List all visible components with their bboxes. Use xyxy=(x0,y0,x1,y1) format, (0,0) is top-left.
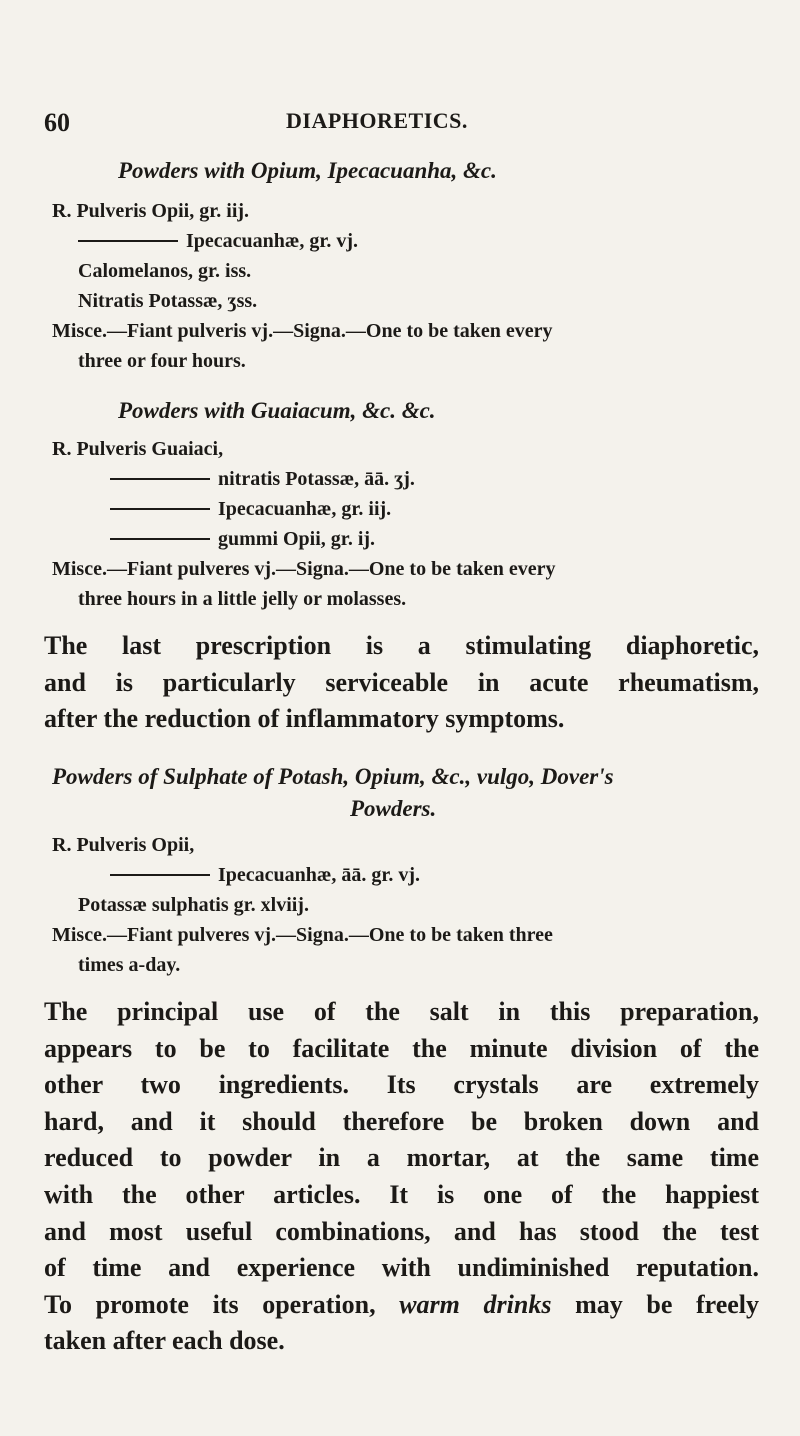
text-line: taken after each dose. xyxy=(44,1326,285,1356)
prescription-line: R. Pulveris Opii, xyxy=(52,834,195,856)
prescription-line: Ipecacuanhæ, gr. iij. xyxy=(110,498,391,521)
prescription-line: Potassæ sulphatis gr. xlviij. xyxy=(78,894,309,916)
commentary-paragraph xyxy=(44,628,759,738)
page-header xyxy=(44,108,744,138)
prescription-directions: times a-day. xyxy=(78,954,181,976)
prescription-directions: three hours in a little jelly or molasses. xyxy=(78,588,407,610)
prescription-title-dovers-powders-cont: Powders. xyxy=(350,796,437,821)
commentary-paragraph xyxy=(44,994,759,1360)
text-line: To promote its operation, warm drinks may be freely xyxy=(44,1289,760,1319)
text-line: of time and experience with undiminished reputation. xyxy=(44,1253,759,1283)
prescription-directions: Misce.—Fiant pulveres vj.—Signa.—One to be taken every xyxy=(52,558,556,580)
prescription-line: R. Pulveris Guaiaci, xyxy=(52,438,224,460)
prescription-directions: three or four hours. xyxy=(78,350,246,372)
page-number: 60 xyxy=(44,108,70,137)
emphasis-warm-drinks: warm drinks xyxy=(399,1289,552,1319)
running-head: DIAPHORETICS. xyxy=(286,108,468,133)
prescription-title-dovers-powders: Powders of Sulphate of Potash, Opium, &c., vulgo, Dover's xyxy=(52,764,614,789)
ditto-dash xyxy=(110,874,210,876)
prescription-title-guaiacum: Powders with Guaiacum, &c. &c. xyxy=(118,398,436,423)
ditto-dash xyxy=(110,538,210,540)
ditto-dash xyxy=(110,508,210,510)
text-line: other two ingredients. Its crystals are extremely xyxy=(44,1070,759,1100)
prescription-line: R. Pulveris Opii, gr. iij. xyxy=(52,200,250,222)
prescription-line: Ipecacuanhæ, gr. vj. xyxy=(78,230,358,253)
ditto-dash xyxy=(110,478,210,480)
prescription-title-opium-ipecacuanha: Powders with Opium, Ipecacuanha, &c. xyxy=(118,158,497,183)
text-line: and is particularly serviceable in acute rheumatism, xyxy=(44,667,759,697)
text-line: reduced to powder in a mortar, at the same time xyxy=(44,1143,759,1173)
prescription-line: gummi Opii, gr. ij. xyxy=(110,528,375,551)
prescription-line: nitratis Potassæ, āā. ʒj. xyxy=(110,468,415,491)
text-line: appears to be to facilitate the minute division of the xyxy=(44,1033,759,1063)
prescription-line: Nitratis Potassæ, ʒss. xyxy=(78,290,258,312)
prescription-line: Ipecacuanhæ, āā. gr. vj. xyxy=(110,864,420,887)
prescription-line: Calomelanos, gr. iss. xyxy=(78,260,252,282)
prescription-directions: Misce.—Fiant pulveres vj.—Signa.—One to be taken three xyxy=(52,924,553,946)
prescription-directions: Misce.—Fiant pulveris vj.—Signa.—One to be taken every xyxy=(52,320,553,342)
text-line: with the other articles. It is one of the happiest xyxy=(44,1179,759,1209)
text-line: after the reduction of inflammatory symptoms. xyxy=(44,704,565,734)
text-line: and most useful combinations, and has stood the test xyxy=(44,1216,759,1246)
text-line: The last prescription is a stimulating diaphoretic, xyxy=(44,631,759,660)
text-line: hard, and it should therefore be broken down and xyxy=(44,1106,759,1136)
ditto-dash xyxy=(78,240,178,242)
text-line: The principal use of the salt in this preparation, xyxy=(44,997,759,1026)
